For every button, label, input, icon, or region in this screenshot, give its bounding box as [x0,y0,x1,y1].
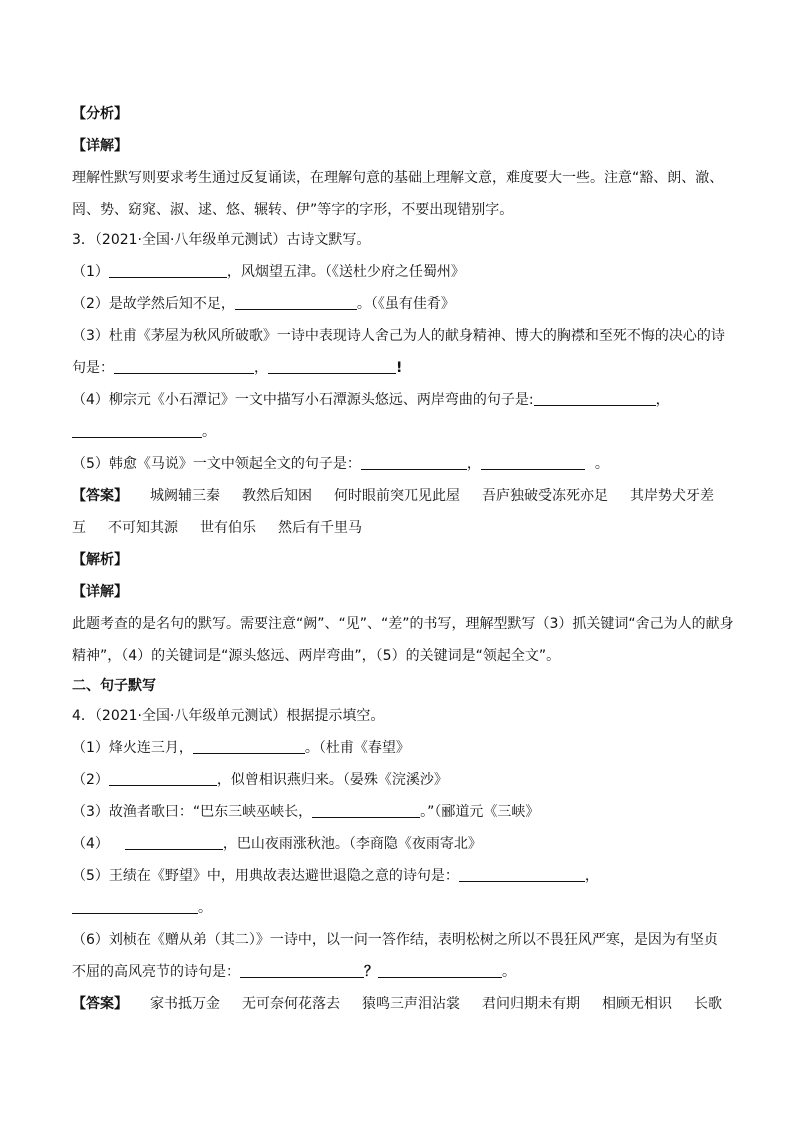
answer-blank [109,263,227,278]
question-4-heading: 4．（2021·全国·八年级单元测试）根据提示填空。 [72,708,385,724]
q3-item-3: （3）杜甫《茅屋为秋风所破歌》一诗中表现诗人舍己为人的献身精神、博大的胸襟和至死不悔的决心的诗 [72,328,725,344]
detail-label: 【详解】 [72,138,128,154]
answer-blank [193,739,305,754]
q4-item-4: （4） ，巴山夜雨涨秋池。（李商隐《夜雨寄北》 [72,836,482,852]
q4-item-5-cont: 。 [72,898,212,918]
detail-label: 【详解】 [72,584,128,600]
answer-blank [459,867,585,882]
answer-blank [534,391,656,406]
q4-item-3: （3）故渔者歌曰：“巴东三峡巫峡长， 。”（郦道元《三峡》 [72,804,540,820]
answer-blank [72,423,202,438]
answer-blank [481,455,585,470]
q3-answer: 【答案】 城阙辅三秦 教然后知困 何时眼前突兀见此屋 吾庐独破受冻死亦足 其岸势犬牙差 [72,488,714,504]
answer-blank [240,963,364,978]
parse-label: 【解析】 [72,552,128,568]
explanation-text: 罔、势、窈窕、淑、逑、悠、辗转、伊”等字的字形，不要出现错别字。 [72,202,514,218]
explanation-text: 精神”，（4）的关键词是“源头悠远、两岸弯曲”，（5）的关键词是“领起全文”。 [72,648,561,664]
q4-item-6: （6）刘桢在《赠从弟（其二）》一诗中，以一问一答作结，表明松树之所以不畏狂风严寒，是因为有坚贞 [72,932,718,948]
section-heading: 二、句子默写 [72,678,156,694]
analysis-label: 【分析】 [72,106,128,122]
answer-blank [125,835,223,850]
q3-item-1: （1） ，风烟望五津。（《送杜少府之任蜀州》 [72,264,465,280]
q3-answer-cont: 互 不可知其源 世有伯乐 然后有千里马 [72,520,362,536]
q4-item-2: （2） ，似曾相识燕归来。（晏殊《浣溪沙》 [72,772,448,788]
q4-item-1: （1）烽火连三月， 。（杜甫《春望》 [72,740,410,756]
answer-blank [378,963,502,978]
q3-item-4: （4）柳宗元《小石潭记》一文中描写小石潭源头悠远、两岸弯曲的句子是: ， [72,392,670,408]
explanation-text: 此题考查的是名句的默写。需要注意“阙”、“见”、“差”的书写，理解型默写（3）抓关键词“舍己为人的献身 [72,616,734,632]
q3-item-5: （5）韩愈《马说》一文中领起全文的句子是： ， 。 [72,456,609,472]
q3-item-3-cont: 句是： ， ! [72,360,403,376]
answer-blank [235,295,357,310]
answer-blank [114,359,254,374]
q4-item-5: （5）王绩在《野望》中，用典故表达避世退隐之意的诗句是： ， [72,868,599,884]
q4-item-6-cont: 不屈的高风亮节的诗句是： ？ 。 [72,964,516,980]
answer-blank [361,455,467,470]
answer-blank [72,899,198,914]
q4-answer: 【答案】 家书抵万金 无可奈何花落去 猿鸣三声泪沾裳 君问归期未有期 相顾无相识 长歌 [72,996,722,1012]
explanation-text: 理解性默写则要求考生通过反复诵读，在理解句意的基础上理解文意，难度要大一些。注意“豁、朗、澈、 [72,170,724,186]
answer-blank [268,359,396,374]
q3-item-4-cont: 。 [72,422,216,442]
answer-blank [312,803,420,818]
q3-item-2: （2）是故学然后知不足， 。（《虽有佳肴》 [72,296,455,312]
question-3-heading: 3．（2021·全国·八年级单元测试）古诗文默写。 [72,232,371,248]
answer-blank [109,771,217,786]
